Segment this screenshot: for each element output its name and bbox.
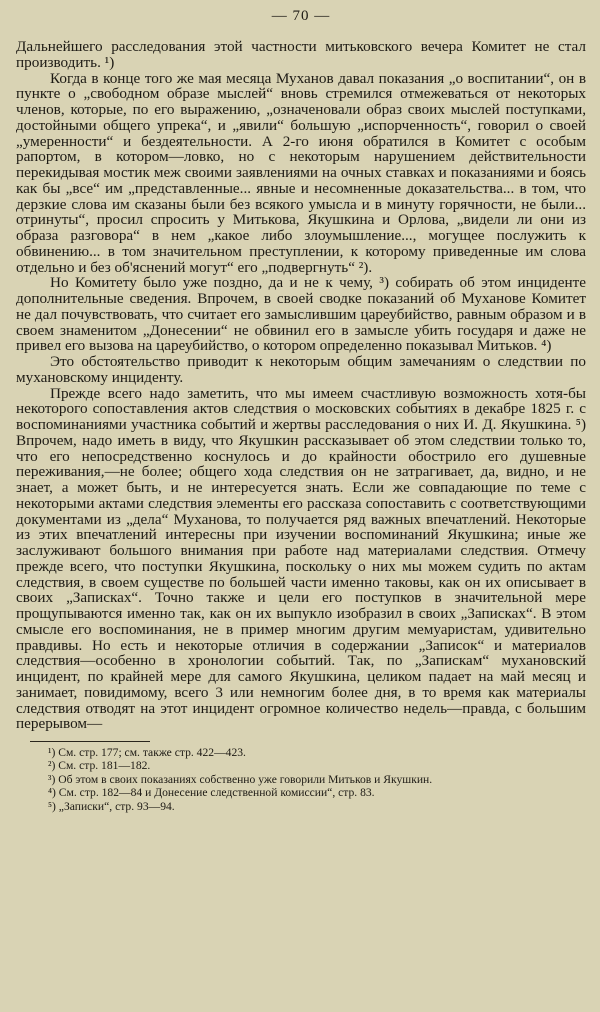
footnote-4: ⁴) См. стр. 182—84 и Донесение следственной комиссии“, стр. 83. [48, 786, 375, 800]
paragraph-5: Прежде всего надо заметить, что мы имеем счастливую возможность хотя-бы некоторого сопоставления актов следствия о московских событиях в декабре 1825 г. с воспоминаниями участника событий и жертвы расследования о них И. Д. Якушкина. ⁵) Впрочем, надо иметь в виду, что Якушкин рассказывает об этом следствии только то, что его непосредственно коснулось и до крайности обострило его душевные переживания,—не более; общего хода следствия он не затрагивает, да, видно, и не знает, а может быть, и не интересуется знать. Если же совпадающие по теме с некоторыми актами следствия элементы его рассказа сопоставить с соответствующими документами из „дела“ Муханова, то получается ряд важных впечатлений. Некоторые из этих впечатлений интересны при изучении воспоминаний Якушкина; иные же заслуживают большого внимания при работе над материалами следствия. Отмечу прежде всего, что поступки Якушкина, поскольку о них мы можем судить по актам следствия, в своем существе по большей части именно таковы, как он их описывает в своих „Записках“. Точно также и цели его поступков в значительной мере прощупываются именно так, как он их выпукло изобразил в своих „Записках“. В этом смысле его воспоминания, не в пример многим другим мемуаристам, удивительно правдивы. Но есть и некоторые отличия в содержании „Записок“ и материалов следствия—особенно в хронологии событий. Так, по „Запискам“ мухановский инцидент, по крайней мере для самого Якушкина, целиком падает на май месяц и занимает, повидимому, всего 3 или немногим более дня, в то время как материалы следствия отводят на этот инцидент огромное количество недель—правда, с большим перерывом— [16, 384, 586, 733]
page-number: — 70 — [271, 8, 331, 24]
footnote-divider [30, 741, 150, 742]
footnote-1: ¹) См. стр. 177; см. также стр. 422—423. [48, 746, 246, 759]
paragraph-4: Это обстоятельство приводит к некоторым общим замечаниям о следствии по мухановскому инциденту. [16, 353, 586, 386]
footnote-5: ⁵) „Записки“, стр. 93—94. [48, 799, 175, 813]
main-text [16, 39, 586, 732]
paragraph-3: Но Комитету было уже поздно, да и не к чему, ³) собирать об этом инциденте дополнительные сведения. Впрочем, в своей сводке показаний об Муханове Комитет не дал почувствовать, что считает его замыслившим цареубийство, равным образом и в своем знаменитом „Донесении“ не обвинил его в замысле убить государя и даже не привел его вызова на цареубийство, о котором определенно показывал Митьков. ⁴) [16, 274, 586, 355]
footnote-3: ³) Об этом в своих показаниях собственно уже говорили Митьков и Якушкин. [48, 772, 433, 786]
footnote-2: ²) См. стр. 181—182. [48, 759, 151, 773]
footnotes [48, 746, 586, 813]
paragraph-1: Дальнейшего расследования этой частности митьковского вечера Комитет не стал производить. ¹) [16, 38, 586, 71]
paragraph-2: Когда в конце того же мая месяца Муханов давал показания „о воспитании“, он в пункте о „свободном образе мыслей“ вновь стремился отмежеваться от некоторых членов, которые, по его выражению, „означеновали образ своих мыслей поступками, достойными общего упрека“, и „явили“ большую „испорченность“, говорил о своей „умеренности“ и бездеятельности. А 2-го июня обратился в Комитет с особым рапортом, в котором—ловко, но с некоторым нарушением действительности перекидывая мостик меж своими заявлениями на очных ставках и показаниями и боясь как бы „все“ им „представленные... явные и несомненные доказательства... в том, что дерзкие слова им сказаны были без всякого умысла и в минуту горячности, не были... отринуты“, просил спросить у Митькова, Якушкина и Орлова, „видели ли они из образа разговора“ в нем „какое либо злоумышление..., могущее послужить к обвинению... в том значительном преступлении, к которому приведенные им слова отдельно и без об'яснений могут“ его „подвергнуть“ ²). [16, 69, 586, 276]
